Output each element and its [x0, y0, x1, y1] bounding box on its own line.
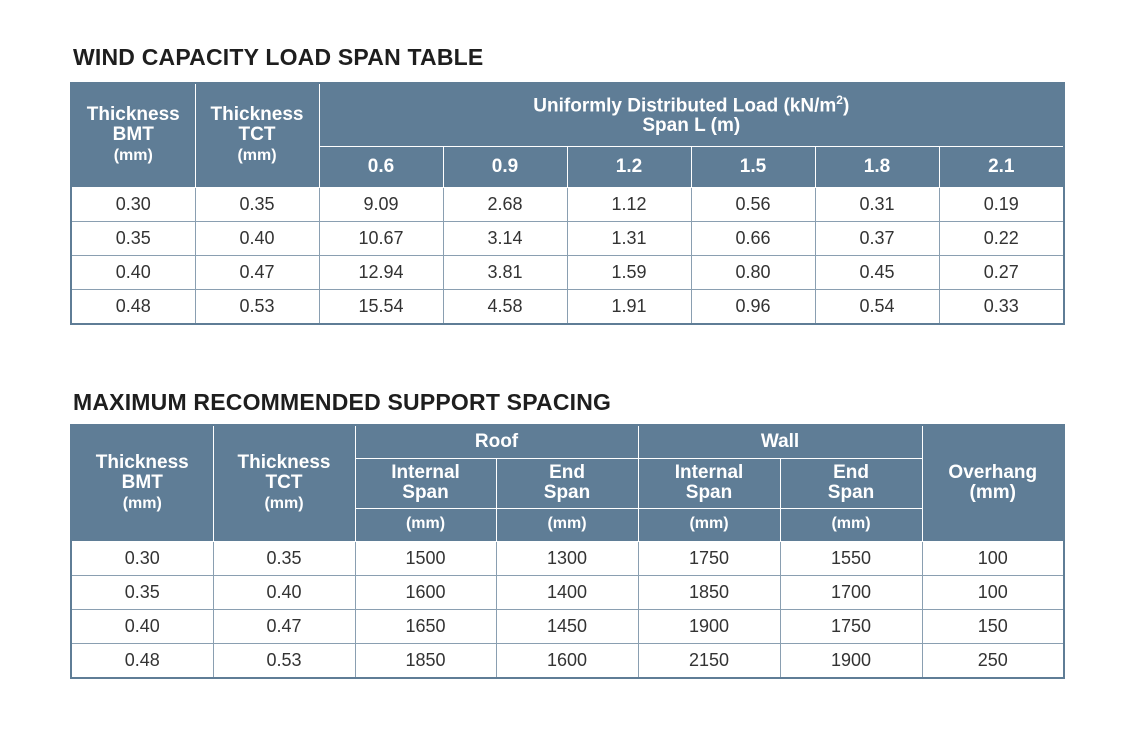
table-cell: 1400: [496, 575, 638, 609]
table-row: [71, 255, 1064, 289]
table-cell: 0.35: [71, 221, 195, 255]
table-cell: 0.35: [71, 575, 213, 609]
table-cell: 1750: [638, 541, 780, 575]
table-cell: 1550: [780, 541, 922, 575]
table-cell: 100: [922, 541, 1064, 575]
header-thickness-bmt: Thickness BMT (mm): [71, 83, 195, 187]
wind-capacity-table: [70, 82, 1065, 325]
header-roof-internal-span: Internal Span: [355, 458, 496, 508]
support-spacing-table: [70, 424, 1065, 679]
table-cell: 1900: [638, 609, 780, 643]
table-cell: 0.35: [195, 187, 319, 221]
header-span-0-9: 0.9: [443, 146, 567, 187]
header-roof-end-span: End Span: [496, 458, 638, 508]
header-span-1-8: 1.8: [815, 146, 939, 187]
header-unit: (mm): [496, 508, 638, 541]
table-cell: 15.54: [319, 289, 443, 324]
table-cell: 1600: [355, 575, 496, 609]
table-cell: 0.45: [815, 255, 939, 289]
table-cell: 0.48: [71, 643, 213, 678]
table-cell: 2150: [638, 643, 780, 678]
table-cell: 1900: [780, 643, 922, 678]
header-unit: (mm): [780, 508, 922, 541]
header-span-0-6: 0.6: [319, 146, 443, 187]
header-span-1-5: 1.5: [691, 146, 815, 187]
table-cell: 0.53: [213, 643, 355, 678]
table-cell: 10.67: [319, 221, 443, 255]
table-cell: 0.47: [195, 255, 319, 289]
header-span-2-1: 2.1: [939, 146, 1064, 187]
table-cell: 0.35: [213, 541, 355, 575]
table-cell: 1750: [780, 609, 922, 643]
table-cell: 0.33: [939, 289, 1064, 324]
table-cell: 1500: [355, 541, 496, 575]
table-cell: 0.27: [939, 255, 1064, 289]
table-cell: 1600: [496, 643, 638, 678]
table-cell: 0.31: [815, 187, 939, 221]
table-cell: 0.80: [691, 255, 815, 289]
header-thickness-tct: Thickness TCT (mm): [213, 425, 355, 541]
table-cell: 0.47: [213, 609, 355, 643]
table-cell: 0.96: [691, 289, 815, 324]
table-row: [71, 541, 1064, 575]
table-row: [71, 609, 1064, 643]
header-span-1-2: 1.2: [567, 146, 691, 187]
header-unit: (mm): [355, 508, 496, 541]
header-wall: Wall: [638, 425, 922, 458]
table-cell: 0.40: [213, 575, 355, 609]
header-wall-internal-span: Internal Span: [638, 458, 780, 508]
table-cell: 1300: [496, 541, 638, 575]
table-cell: 0.40: [71, 255, 195, 289]
table-cell: 1850: [638, 575, 780, 609]
table-row: [71, 289, 1064, 324]
table-cell: 0.48: [71, 289, 195, 324]
header-unit: (mm): [638, 508, 780, 541]
table-cell: 1700: [780, 575, 922, 609]
table-cell: 0.19: [939, 187, 1064, 221]
header-overhang: Overhang (mm): [922, 425, 1064, 541]
table-cell: 1.59: [567, 255, 691, 289]
table-cell: 0.54: [815, 289, 939, 324]
table-row: [71, 187, 1064, 221]
table-cell: 4.58: [443, 289, 567, 324]
table-cell: 0.30: [71, 541, 213, 575]
wind-table-title: WIND CAPACITY LOAD SPAN TABLE: [73, 44, 484, 70]
header-load-span-group: Uniformly Distributed Load $(kN/m^2)$ Span L (m): [319, 83, 1064, 146]
table-cell: 3.81: [443, 255, 567, 289]
table-cell: 150: [922, 609, 1064, 643]
table-cell: 1.31: [567, 221, 691, 255]
table-cell: 1650: [355, 609, 496, 643]
table-cell: 0.66: [691, 221, 815, 255]
table-cell: 0.30: [71, 187, 195, 221]
table-cell: 0.56: [691, 187, 815, 221]
table-cell: 9.09: [319, 187, 443, 221]
table-cell: 1450: [496, 609, 638, 643]
table-cell: 12.94: [319, 255, 443, 289]
table-cell: 0.40: [195, 221, 319, 255]
table-cell: 0.22: [939, 221, 1064, 255]
table-cell: 100: [922, 575, 1064, 609]
table-cell: 0.37: [815, 221, 939, 255]
spacing-table-title: MAXIMUM RECOMMENDED SUPPORT SPACING: [73, 389, 612, 415]
table-cell: 2.68: [443, 187, 567, 221]
header-thickness-tct: Thickness TCT (mm): [195, 83, 319, 187]
table-cell: 3.14: [443, 221, 567, 255]
header-thickness-bmt: Thickness BMT (mm): [71, 425, 213, 541]
table-cell: 250: [922, 643, 1064, 678]
table-cell: 1.12: [567, 187, 691, 221]
table-cell: 0.40: [71, 609, 213, 643]
table-cell: 1850: [355, 643, 496, 678]
table-row: [71, 575, 1064, 609]
table-cell: 1.91: [567, 289, 691, 324]
table-cell: 0.53: [195, 289, 319, 324]
table-row: [71, 643, 1064, 678]
table-row: [71, 221, 1064, 255]
header-roof: Roof: [355, 425, 638, 458]
header-wall-end-span: End Span: [780, 458, 922, 508]
